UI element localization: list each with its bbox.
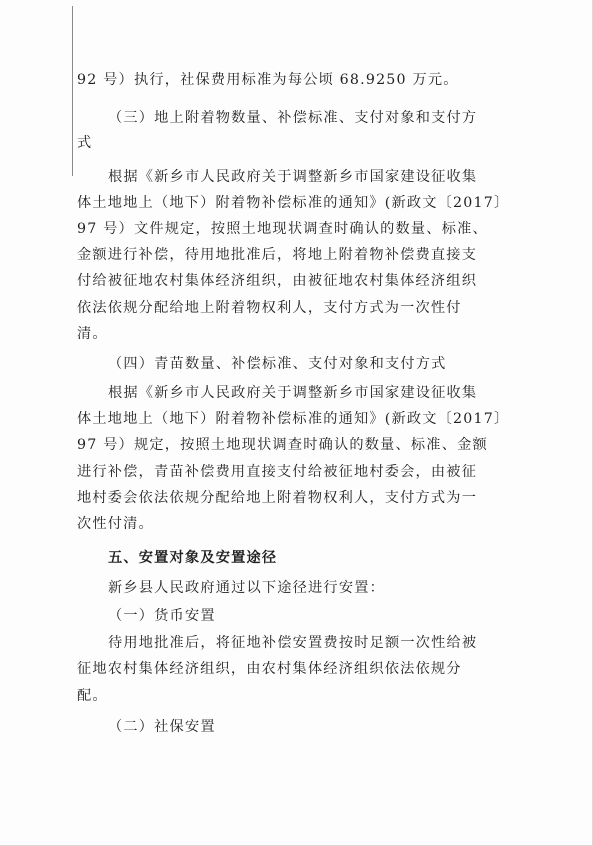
paragraph-line-4: 根据《新乡市人民政府关于调整新乡市国家建设征收集	[108, 169, 478, 185]
paragraph-line-23: 配。	[77, 688, 108, 704]
paragraph-line-9: 依法依规分配给地上附着物权利人，支付方式为一次性付	[77, 300, 462, 316]
subheading-currency: （一）货币安置	[108, 608, 216, 624]
paragraph-line-21: 待用地批准后，将征地补偿安置费按时足额一次性给被	[108, 635, 478, 651]
paragraph-line-10: 清。	[77, 326, 108, 342]
subheading-three-continued: 式	[77, 135, 93, 151]
subheading-social-security: （二）社保安置	[108, 719, 216, 735]
paragraph-line-5: 体土地地上（地下）附着物补偿标准的通知》(新政文〔2017〕	[77, 195, 510, 211]
subheading-three: （三）地上附着物数量、补偿标准、支付对象和支付方	[108, 110, 478, 126]
paragraph-line-8: 付给被征地农村集体经济组织，由被征地农村集体经济组织	[77, 273, 478, 289]
subheading-four: （四）青苗数量、补偿标准、支付对象和支付方式	[108, 356, 447, 372]
paragraph-line-14: 97 号）规定，按照土地现状调查时确认的数量、标准、金额	[77, 437, 488, 453]
paragraph-line-15: 进行补偿，青苗补偿费用直接支付给被征地村委会，由被征	[77, 464, 478, 480]
paragraph-line-17: 次性付清。	[77, 516, 154, 532]
paragraph-line-7: 金额进行补偿，待用地批准后，将地上附着物补偿费直接支	[77, 247, 478, 263]
paragraph-line-12: 根据《新乡市人民政府关于调整新乡市国家建设征收集	[108, 385, 478, 401]
paragraph-line-1: 92 号）执行，社保费用标准为每公顷 68.9250 万元。	[77, 72, 459, 88]
paragraph-line-13: 体土地地上（地下）附着物补偿标准的通知》(新政文〔2017〕	[77, 411, 510, 427]
binding-margin-line	[72, 6, 73, 176]
paragraph-line-16: 地村委会依法依规分配给地上附着物权利人，支付方式为一	[77, 490, 478, 506]
paragraph-line-19: 新乡县人民政府通过以下途径进行安置：	[108, 580, 385, 596]
section-heading-five: 五、安置对象及安置途径	[108, 550, 278, 566]
paragraph-line-22: 征地农村集体经济组织，由农村集体经济组织依法依规分	[77, 661, 462, 677]
paragraph-line-6: 97 号）文件规定，按照土地现状调查时确认的数量、标准、	[77, 221, 488, 237]
